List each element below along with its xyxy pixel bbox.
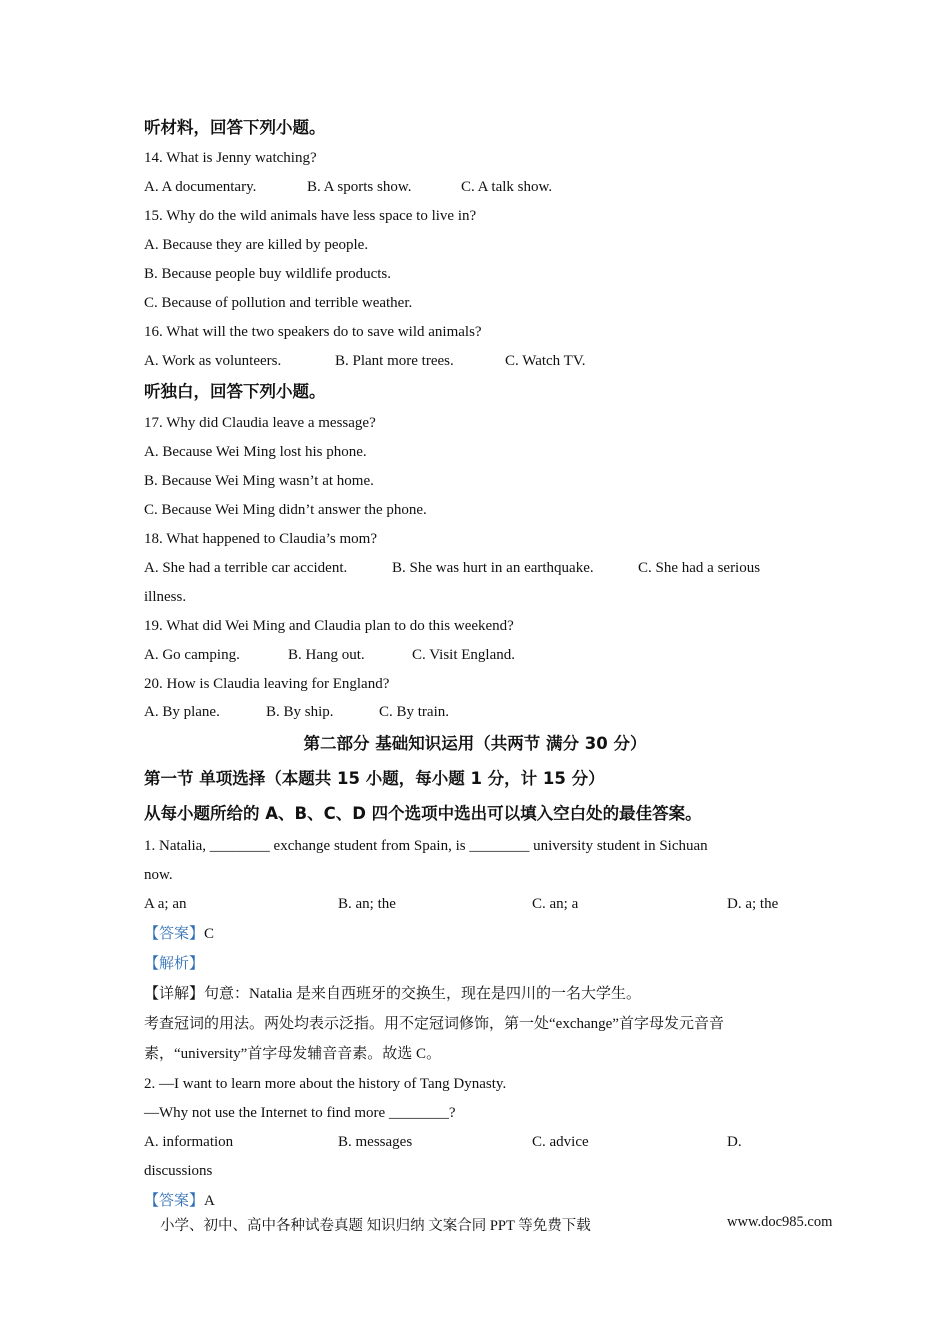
detail-text: 【详解】句意：Natalia 是来自西班牙的交换生，现在是四川的一名大学生。	[144, 986, 642, 1002]
answer-line	[144, 924, 214, 944]
question-1-continued: now.	[144, 867, 173, 883]
option-b: B. Because people buy wildlife products.	[144, 266, 392, 282]
section-instruction: 从每小题所给的 A、B、C、D 四个选项中选出可以填入空白处的最佳答案。	[144, 804, 702, 823]
explanation-text-continued: 素，“university”首字母发辅音音素。故选 C。	[144, 1046, 442, 1062]
question-1: 1. Natalia, ________ exchange student from Spain, is ________ university student in Sichuan	[144, 838, 708, 854]
question-16: 16. What will the two speakers do to save wild animals?	[144, 324, 482, 340]
option-a: A. information	[144, 1134, 234, 1150]
answer-line	[144, 1191, 215, 1211]
option-b: B. Hang out.	[288, 647, 365, 663]
option-b: B. She was hurt in an earthquake.	[392, 560, 594, 576]
question-17: 17. Why did Claudia leave a message?	[144, 415, 376, 431]
analysis-tag: 【解析】	[144, 956, 205, 972]
section-title: 第一节 单项选择（本题共 15 小题，每小题 1 分，计 15 分）	[144, 769, 605, 788]
option-a: A. Go camping.	[144, 647, 240, 663]
option-c: C. She had a serious	[638, 560, 761, 576]
option-a: A. Because they are killed by people.	[144, 237, 369, 253]
answer-tag: 【答案】	[144, 926, 205, 942]
option-c: C. Because of pollution and terrible weather.	[144, 295, 413, 311]
option-b: B. Plant more trees.	[335, 353, 454, 369]
option-c: C. advice	[532, 1134, 589, 1150]
option-d-continued: discussions	[144, 1163, 213, 1179]
option-c-continued: illness.	[144, 589, 187, 605]
question-2-line1: 2. —I want to learn more about the history of Tang Dynasty.	[144, 1076, 507, 1092]
part-title: 第二部分 基础知识运用（共两节 满分 30 分）	[303, 734, 647, 753]
footer-text: 小学、初中、高中各种试卷真题 知识归纳 文案合同 PPT 等免费下载	[160, 1218, 591, 1234]
footer-url[interactable]: www.doc985.com	[727, 1214, 833, 1230]
option-b: B. A sports show.	[307, 179, 412, 195]
option-b: B. messages	[338, 1134, 413, 1150]
option-d: D. a; the	[727, 896, 779, 912]
answer-tag: 【答案】	[144, 1193, 205, 1209]
option-d: D.	[727, 1134, 742, 1150]
option-a: A. Work as volunteers.	[144, 353, 282, 369]
question-2-line2: —Why not use the Internet to find more ________?	[144, 1105, 456, 1121]
question-18: 18. What happened to Claudia’s mom?	[144, 531, 378, 547]
section-heading: 听独白，回答下列小题。	[144, 382, 326, 401]
explanation-text: 考查冠词的用法。两处均表示泛指。用不定冠词修饰，第一处“exchange”首字母发元音音	[144, 1016, 724, 1032]
answer-value: C	[204, 926, 215, 942]
question-15: 15. Why do the wild animals have less space to live in?	[144, 208, 477, 224]
section-heading: 听材料，回答下列小题。	[144, 118, 326, 137]
option-a: A. A documentary.	[144, 179, 257, 195]
option-c: C. A talk show.	[461, 179, 553, 195]
option-c: C. Because Wei Ming didn’t answer the phone.	[144, 502, 427, 518]
question-14: 14. What is Jenny watching?	[144, 150, 317, 166]
option-b: B. an; the	[338, 896, 396, 912]
option-a: A. By plane.	[144, 704, 220, 720]
option-c: C. Watch TV.	[505, 353, 586, 369]
option-c: C. By train.	[379, 704, 449, 720]
option-b: B. By ship.	[266, 704, 334, 720]
option-a: A. She had a terrible car accident.	[144, 560, 348, 576]
option-b: B. Because Wei Ming wasn’t at home.	[144, 473, 374, 489]
question-20: 20. How is Claudia leaving for England?	[144, 676, 390, 692]
option-a: A. Because Wei Ming lost his phone.	[144, 444, 367, 460]
question-19: 19. What did Wei Ming and Claudia plan to do this weekend?	[144, 618, 514, 634]
option-c: C. Visit England.	[412, 647, 515, 663]
option-c: C. an; a	[532, 896, 579, 912]
option-a: A a; an	[144, 896, 187, 912]
page-footer	[160, 1214, 833, 1235]
answer-value: A	[204, 1193, 215, 1209]
